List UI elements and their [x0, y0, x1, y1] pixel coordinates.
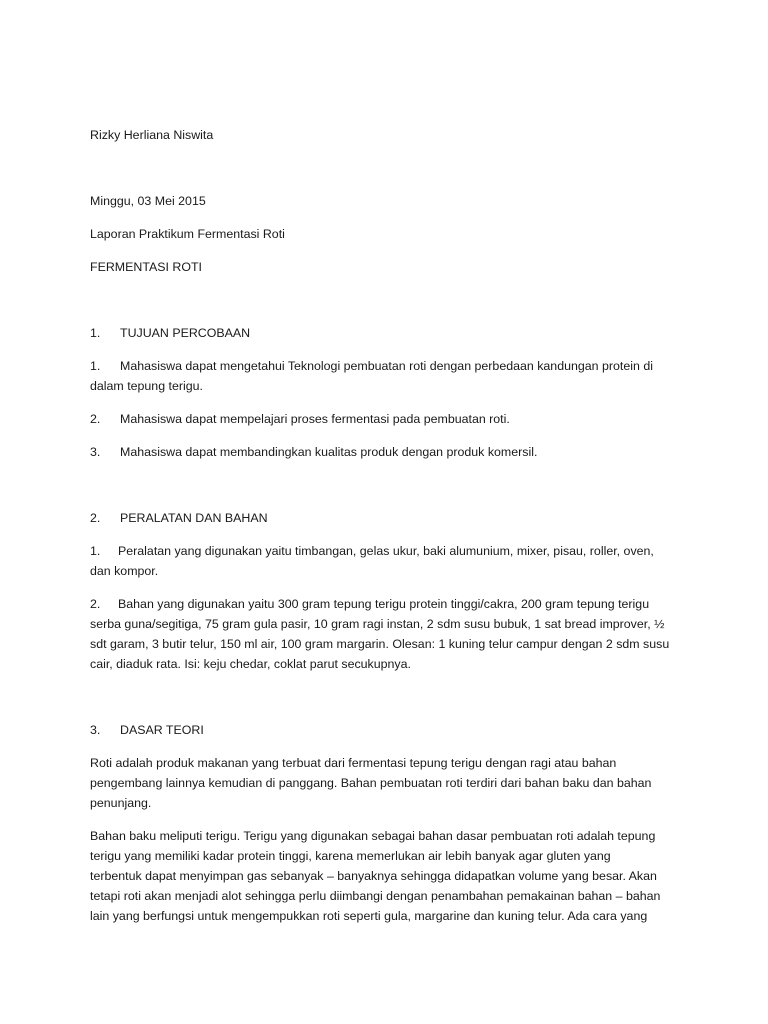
- section-heading-tujuan: [90, 323, 250, 343]
- paragraph-line: tetapi roti akan menjadi alot sehingga perlu diimbangi dengan penambahan pemakainan bahan – bahan: [90, 889, 661, 903]
- section-title: TUJUAN PERCOBAAN: [120, 326, 251, 340]
- paragraph-line: Bahan baku meliputi terigu. Terigu yang digunakan sebagai bahan dasar pembuatan roti adalah tepung: [90, 829, 656, 843]
- item-text: Peralatan yang digunakan yaitu timbangan, gelas ukur, baki alumunium, mixer, pisau, roller, oven,: [118, 544, 654, 558]
- section-number: 2.: [90, 511, 101, 525]
- paragraph-line: lain yang berfungsi untuk mengempukkan roti seperti gula, margarine dan kuning telur. Ada cara yang: [90, 909, 648, 923]
- item-text: Bahan yang digunakan yaitu 300 gram tepung terigu protein tinggi/cakra, 200 gram tepung terigu: [118, 597, 650, 611]
- item-number: 2.: [90, 412, 101, 426]
- item-text: Mahasiswa dapat membandingkan kualitas produk dengan produk komersil.: [120, 445, 538, 459]
- section-title: DASAR TEORI: [120, 723, 204, 737]
- list-item-continuation: cair, diaduk rata. Isi: keju chedar, coklat parut secukupnya.: [90, 657, 411, 671]
- paragraph-line: pengembang lainnya kemudian di panggang. Bahan pembuatan roti terdiri dari bahan baku dan bahan: [90, 776, 652, 790]
- list-item-continuation: serba guna/segitiga, 75 gram gula pasir, 10 gram ragi instan, 2 sdm susu bubuk, 1 sat bread improver, ½: [90, 617, 665, 631]
- list-item: [90, 541, 654, 561]
- item-number: 1.: [90, 359, 101, 373]
- list-item: [90, 409, 510, 429]
- section-heading-peralatan: [90, 508, 268, 528]
- item-text: Mahasiswa dapat mempelajari proses fermentasi pada pembuatan roti.: [120, 412, 510, 426]
- paragraph-line: terbentuk dapat menyimpan gas sebanyak – banyaknya sehingga didapatkan volume yang besar. Akan: [90, 869, 657, 883]
- paragraph-line: terigu yang memiliki kadar protein tinggi, karena memerlukan air lebih banyak agar gluten yang: [90, 849, 611, 863]
- document-date: Minggu, 03 Mei 2015: [90, 194, 206, 208]
- list-item-continuation: sdt garam, 3 butir telur, 150 ml air, 100 gram margarin. Olesan: 1 kuning telur campur dengan 2 sdm susu: [90, 637, 670, 651]
- section-number: 1.: [90, 326, 101, 340]
- item-text: Mahasiswa dapat mengetahui Teknologi pembuatan roti dengan perbedaan kandungan protein di: [120, 359, 653, 373]
- list-item-continuation: dalam tepung terigu.: [90, 379, 203, 393]
- report-title: Laporan Praktikum Fermentasi Roti: [90, 227, 285, 241]
- author-name: Rizky Herliana Niswita: [90, 128, 214, 142]
- paragraph-line: penunjang.: [90, 796, 152, 810]
- paragraph-line: Roti adalah produk makanan yang terbuat dari fermentasi tepung terigu dengan ragi atau bahan: [90, 756, 617, 770]
- list-item: [90, 594, 649, 614]
- list-item-continuation: dan kompor.: [90, 564, 159, 578]
- list-item: [90, 442, 537, 462]
- section-heading-dasar-teori: [90, 720, 204, 740]
- section-number: 3.: [90, 723, 101, 737]
- section-title: PERALATAN DAN BAHAN: [120, 511, 268, 525]
- list-item: [90, 356, 653, 376]
- report-topic: FERMENTASI ROTI: [90, 260, 202, 274]
- item-number: 2.: [90, 597, 101, 611]
- item-number: 1.: [90, 544, 101, 558]
- item-number: 3.: [90, 445, 101, 459]
